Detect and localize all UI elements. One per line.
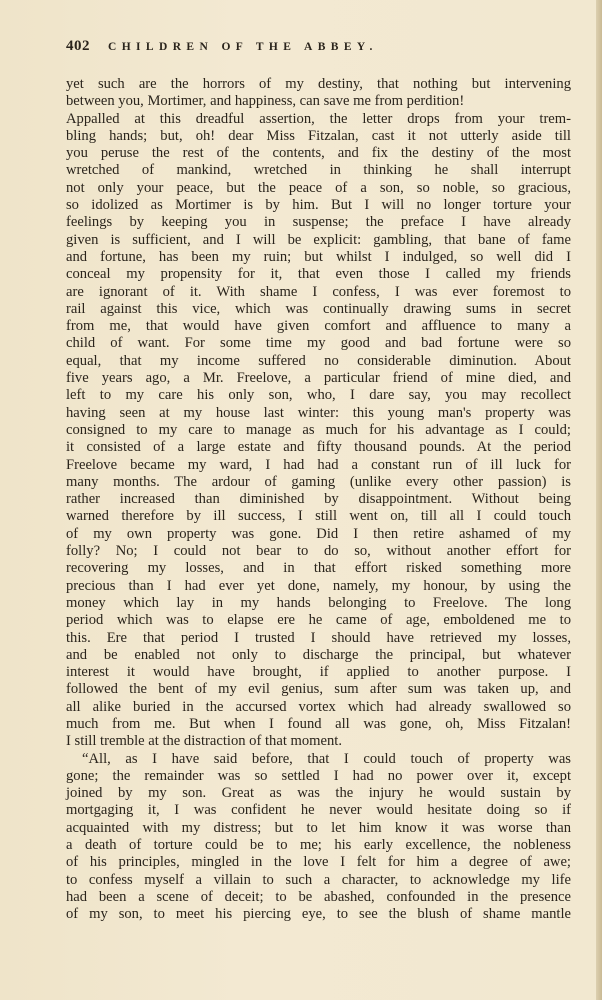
text-line: a death of torture could be to me; his early excellence, the nobleness — [66, 837, 571, 854]
text-line: and be enabled not only to discharge the principal, but whatever — [66, 646, 571, 663]
text-line: yet such are the horrors of my destiny, that nothing but intervening — [66, 76, 571, 92]
text-line: warned therefore by ill success, I still went on, till all I could touch — [66, 508, 571, 525]
text-line: you peruse the rest of the contents, and fix the destiny of the most — [66, 145, 571, 162]
text-line: are ignorant of it. With shame I confess, I was ever foremost to — [66, 283, 571, 300]
text-line: recovering my losses, and in that effort risked something more — [66, 560, 571, 577]
text-line: many months. The ardour of gaming (unlike every other passion) is — [66, 473, 571, 490]
text-line: Appalled at this dreadful assertion, the letter drops from your trem- — [66, 110, 571, 127]
text-line: given is sufficient, and I will be explicit: gambling, that bane of fame — [66, 231, 571, 248]
text-line: all alike buried in the accursed vortex which had already swallowed so — [66, 698, 571, 715]
text-line: equal, that my income suffered no considerable diminution. About — [66, 352, 571, 369]
text-line: consigned to my care to manage as much for his advantage as I could; — [66, 421, 571, 438]
text-line: to confess myself a villain to such a character, to acknowledge my life — [66, 871, 571, 888]
text-line: followed the bent of my evil genius, sum after sum was taken up, and — [66, 681, 571, 698]
text-line: I still tremble at the distraction of that moment. — [66, 733, 342, 750]
text-line: conceal my propensity for it, that even those I called my friends — [66, 266, 571, 283]
text-line: of my son, to meet his piercing eye, to see the blush of shame mantle — [66, 906, 571, 923]
text-line: joined by my son. Great as was the injury he would sustain by — [66, 785, 571, 802]
text-line: period which was to elapse ere he came of age, emboldened me to — [66, 612, 571, 629]
text-line: mortgaging it, I was confident he never would hesitate doing so if — [66, 802, 571, 819]
text-line: this. Ere that period I trusted I should have retrieved my losses, — [66, 629, 571, 646]
text-line: feelings by keeping you in suspense; the preface I have already — [66, 214, 571, 231]
text-line: money which lay in my hands belonging to Freelove. The long — [66, 594, 571, 611]
text-line: rather increased than diminished by disappointment. Without being — [66, 491, 571, 508]
text-line: so idolized as Mortimer is by him. But I will no longer torture your — [66, 197, 571, 214]
text-line: and fortune, has been my ruin; but whilst I indulged, so well did I — [66, 248, 571, 265]
text-line: interest it would have brought, if applied to another purpose. I — [66, 664, 571, 681]
text-line: it consisted of a large estate and fifty thousand pounds. At the period — [66, 439, 571, 456]
page-header — [66, 38, 536, 60]
text-line: folly? No; I could not bear to do so, without another effort for — [66, 543, 571, 560]
body-text — [66, 76, 571, 924]
text-line: of my own property was gone. Did I then retire ashamed of my — [66, 525, 571, 542]
text-line: Freelove became my ward, I had had a constant run of ill luck for — [66, 456, 571, 473]
text-line: left to my care his only son, who, I dare say, you may recollect — [66, 387, 571, 404]
text-line: gone; the remainder was so settled I had no power over it, except — [66, 767, 571, 784]
text-line: between you, Mortimer, and happiness, can save me from perdition! — [66, 93, 465, 110]
text-line: not only your peace, but the peace of a son, so noble, so gracious, — [66, 179, 571, 196]
page-number: 402 — [66, 38, 90, 54]
text-line: wretched of mankind, wretched in thinking he shall interrupt — [66, 162, 571, 179]
text-line: of his principles, mingled in the love I felt for him a degree of awe; — [66, 854, 571, 871]
text-line: much from me. But when I found all was gone, oh, Miss Fitzalan! — [66, 715, 571, 732]
text-line: child of want. For some time my good and bad fortune were so — [66, 335, 571, 352]
text-line: having seen at my house last winter: this young man's property was — [66, 404, 571, 421]
page-edge — [596, 0, 602, 1000]
text-line: precious than I had ever yet done, namely, my honour, by using the — [66, 577, 571, 594]
text-line: bling hands; but, oh! dear Miss Fitzalan, cast it not utterly aside till — [66, 127, 571, 144]
text-line: acquainted with my distress; but to let him know it was worse than — [66, 819, 571, 836]
running-head: CHILDREN OF THE ABBEY. — [108, 41, 378, 53]
text-line: had been a scene of deceit; to be abashed, confounded in the presence — [66, 888, 571, 905]
text-line: rail against this vice, which was continually drawing sums in secret — [66, 300, 571, 317]
text-line: from me, that would have given comfort and affluence to many a — [66, 318, 571, 335]
text-line: “All, as I have said before, that I could touch of property was — [82, 750, 571, 767]
text-line: five years ago, a Mr. Freelove, a particular friend of mine died, and — [66, 370, 571, 387]
